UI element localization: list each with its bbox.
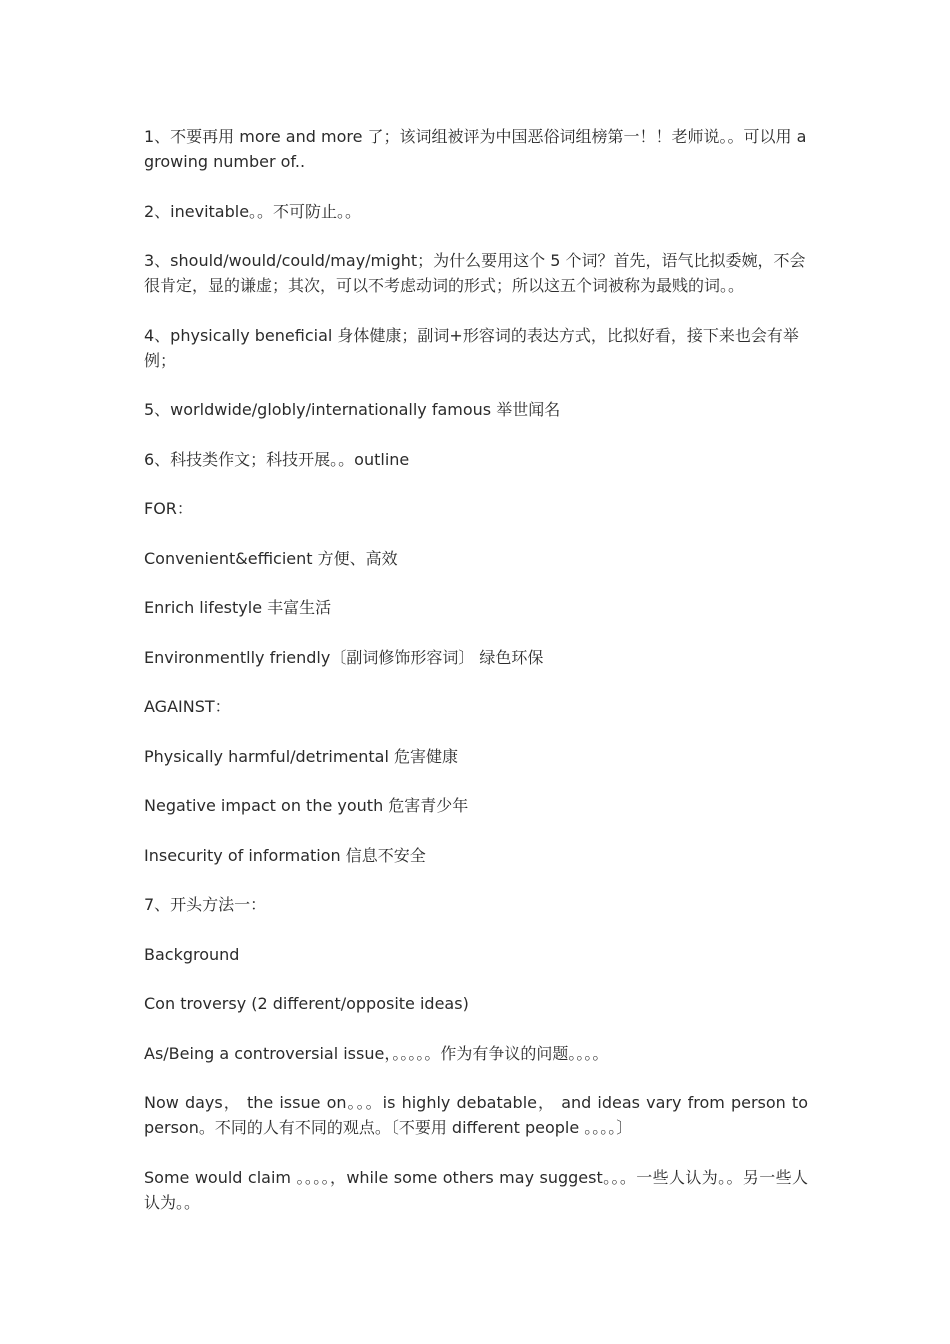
paragraph-tip-5: 5、worldwide/globly/internationally famous 举世闻名 (144, 400, 561, 419)
against-item-harmful: Physically harmful/detrimental 危害健康 (144, 746, 459, 766)
example-some-would-claim: Some would claim 。。。。，while some others may suggest。。。一些人认为。。另一些人认为。。 (144, 1167, 808, 1212)
method-controversy: Con troversy (2 different/opposite ideas) (144, 994, 469, 1013)
example-controversial-issue: As/Being a controversial issue，。。。。。作为有争议的问题。。。。 (144, 1043, 609, 1063)
against-item-youth: Negative impact on the youth 危害青少年 (144, 796, 469, 815)
paragraph-tip-6: 6、科技类作文；科技开展。。outline (144, 449, 410, 469)
paragraph-tip-4: 4、physically beneficial 身体健康；副词+形容词的表达方式，比拟好看，接下来也会有举例； (144, 325, 799, 370)
document-page (144, 124, 808, 1239)
heading-against: AGAINST： (144, 697, 231, 716)
heading-for: FOR： (144, 499, 193, 518)
for-item-convenient: Convenient&efficient 方便、高效 (144, 548, 398, 568)
against-item-insecurity: Insecurity of information 信息不安全 (144, 845, 426, 865)
example-highly-debatable: Now days， the issue on。。。is highly debatable， and ideas vary from person to person。不同的人有不同的观点。〔不要用 different people 。。。。〕 (144, 1093, 808, 1137)
paragraph-tip-2: 2、inevitable。。不可防止。。 (144, 201, 362, 221)
method-background: Background (144, 944, 240, 964)
for-item-environment: Environmentlly friendly〔副词修饰形容词〕 绿色环保 (144, 647, 544, 667)
paragraph-tip-3: 3、should/would/could/may/might；为什么要用这个 5 个词？首先，语气比拟委婉，不会很肯定，显的谦虚；其次，可以不考虑动词的形式；所以这五个词被称为最贱的词。。 (144, 251, 806, 295)
paragraph-tip-1: 1、不要再用 more and more 了；该词组被评为中国恶俗词组榜第一！！老师说。。可以用 a growing number of.. (144, 127, 807, 171)
paragraph-tip-7: 7、开头方法一： (144, 895, 267, 914)
for-item-lifestyle: Enrich lifestyle 丰富生活 (144, 598, 332, 617)
